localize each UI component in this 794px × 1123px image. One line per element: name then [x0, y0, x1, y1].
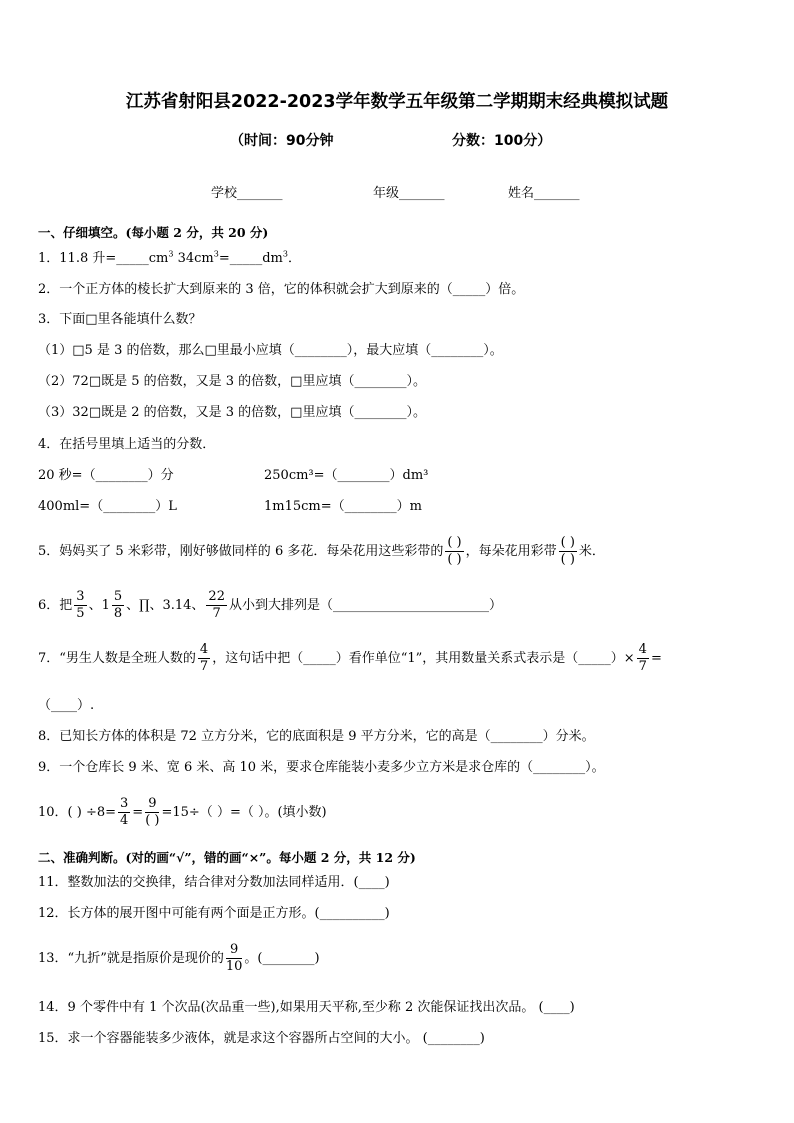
- fraction-4-7: $\frac{4}{7}$: [638, 642, 647, 674]
- question-8: 8．已知长方体的体积是 72 立方分米，它的底面积是 9 平方分米，它的高是（________）分米。: [38, 729, 595, 744]
- blank-fraction: $\frac{( )}{( )}$: [447, 535, 462, 567]
- fraction-9-10: $\frac{9}{10}$: [225, 942, 243, 974]
- fraction-3-4: $\frac{3}{4}$: [120, 796, 129, 828]
- question-3-3: （3）32□既是 2 的倍数，又是 3 的倍数，□里应填（________）。: [38, 405, 426, 420]
- question-4: 4．在括号里填上适当的分数．: [38, 437, 216, 452]
- fraction-3-5: $\frac{3}{5}$: [76, 589, 85, 621]
- name-field: 姓名_______: [508, 186, 580, 201]
- section2-heading: 二、准确判断。(对的画“√”，错的画“×”。每小题 2 分，共 12 分): [38, 850, 416, 865]
- exam-score: 分数：100分）: [452, 133, 552, 149]
- question-3-1: （1）□5 是 3 的倍数，那么□里最小应填（________），最大应填（________）。: [38, 343, 503, 358]
- fraction-9-blank: $\frac{9}{( )}$: [145, 796, 160, 828]
- question-12: 12．长方体的展开图中可能有两个面是正方形。(__________): [38, 906, 390, 921]
- exam-time: （时间：90分钟: [230, 133, 334, 149]
- fraction-4-7: $\frac{4}{7}$: [199, 642, 209, 674]
- blank-fraction: $\frac{( )}{( )}$: [560, 535, 575, 567]
- question-7: 7．“男生人数是全班人数的 $\frac{4}{7}$ ，这句话中把（_____）看作单位“1”，其用数量关系式表示是（_____）× $\frac{4}{7}$ =: [38, 642, 662, 674]
- question-4-3: 400ml=（________）L: [38, 499, 177, 514]
- question-1: 1．11.8 升$=\_\_\_\_\_cm^3$ $34cm^3=\_\_\_\_\_dm^3$．: [38, 249, 301, 266]
- fraction-22-7: $\frac{22}{7}$: [208, 589, 225, 621]
- fraction-5-8: $\frac{5}{8}$: [113, 589, 123, 621]
- question-7-line2: （____）.: [38, 698, 95, 713]
- question-9: 9．一个仓库长 9 米、宽 6 米、高 10 米，要求仓库能装小麦多少立方米是求仓库的（________）。: [38, 760, 605, 775]
- question-3-2: （2）72□既是 5 的倍数，又是 3 的倍数，□里应填（________）。: [38, 374, 426, 389]
- question-6: 6．把 $\frac{3}{5}$ 、1 $\frac{5}{8}$ 、∏、3.14、 $\frac{22}{7}$ 从小到大排列是（________________________）: [38, 589, 502, 621]
- question-3: 3．下面□里各能填什么数？: [38, 312, 202, 327]
- question-4-4: 1m15cm=（________）m: [264, 499, 422, 514]
- question-13: 13．“九折”就是指原价是现价的 $\frac{9}{10}$ 。(________): [38, 942, 320, 974]
- grade-field: 年级_______: [373, 186, 445, 201]
- question-4-2: 250cm³=（________）dm³: [264, 468, 429, 483]
- question-5: 5．妈妈买了 5 米彩带，刚好够做同样的 6 多花．每朵花用这些彩带的 $\frac{( )}{( )}$ ，每朵花用彩带 $\frac{( )}{( )}$ 米．: [38, 535, 605, 567]
- section1-heading: 一、仔细填空。(每小题 2 分，共 20 分): [38, 225, 269, 240]
- question-2: 2．一个正方体的棱长扩大到原来的 3 倍，它的体积就会扩大到原来的（_____）倍。: [38, 282, 525, 297]
- school-field: 学校_______: [211, 186, 283, 201]
- question-14: 14．9 个零件中有 1 个次品(次品重一些),如果用天平称,至少称 2 次能保证找出次品。 (____): [38, 1000, 575, 1015]
- exam-title: 江苏省射阳县2022-2023学年数学五年级第二学期期末经典模拟试题: [125, 92, 669, 112]
- question-15: 15．求一个容器能装多少液体，就是求这个容器所占空间的大小。 (________): [38, 1031, 485, 1046]
- question-11: 11．整数加法的交换律，结合律对分数加法同样适用．(____): [38, 875, 390, 890]
- question-4-1: 20 秒=（________）分: [38, 468, 174, 483]
- question-10: 10．( ) ÷8= $\frac{3}{4}$ = $\frac{9}{( )}$ =15÷（ ）=（ ）。(填小数): [38, 796, 327, 828]
